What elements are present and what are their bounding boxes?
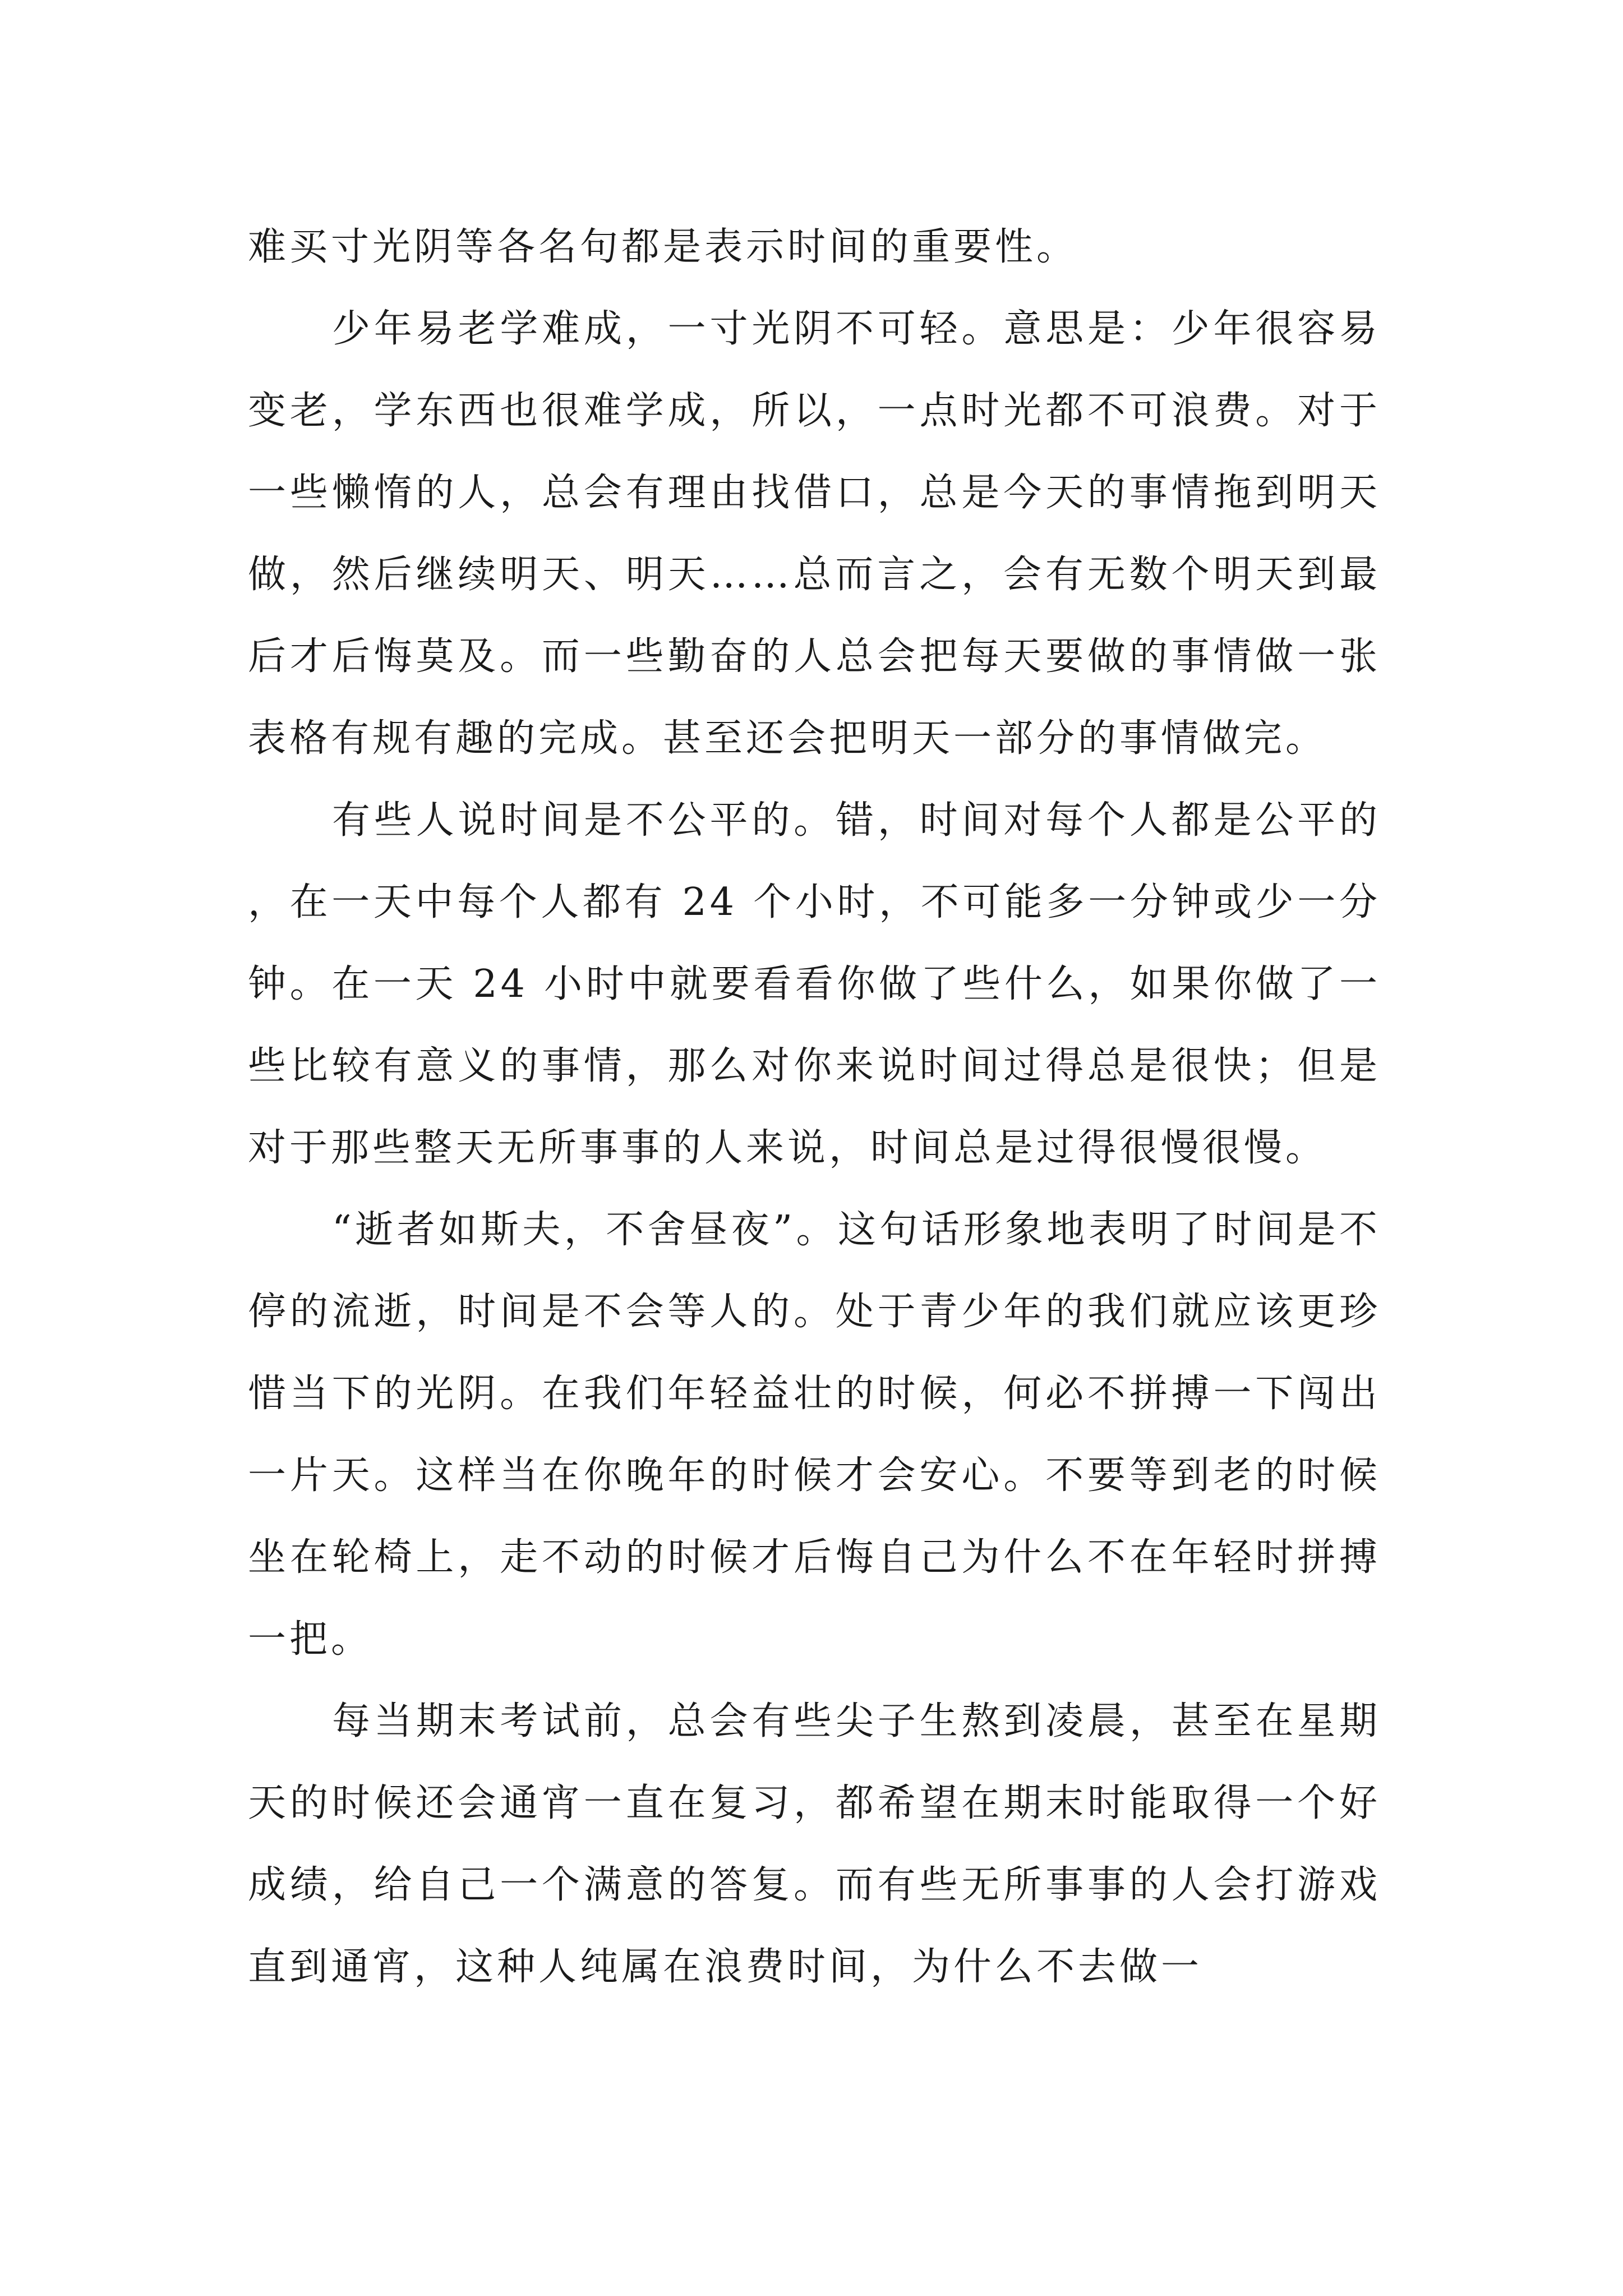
paragraph-continued: 难买寸光阴等各名句都是表示时间的重要性。	[248, 225, 1078, 269]
paragraph-time-flows: “逝者如斯夫，不舍昼夜”。这句话形象地表明了时间是不停的流逝，时间是不会等人的。处于青少年的我们就应该更珍惜当下的光阴。在我们年轻益壮的时候，何必不拼搏一下闯出一片天。这样当在你晚年的时候才会安心。不要等到老的时候坐在轮椅上，走不动的时候才后悔自己为什么不在年轻时拼搏一把。	[248, 1208, 1381, 1662]
paragraph-youth-time: 少年易老学难成，一寸光阴不可轻。意思是：少年很容易变老，学东西也很难学成，所以，一点时光都不可浪费。对于一些懒惰的人，总会有理由找借口，总是今天的事情拖到明天做，然后继续明天、明天……总而言之，会有无数个明天到最后才后悔莫及。而一些勤奋的人总会把每天要做的事情做一张表格有规有趣的完成。甚至还会把明天一部分的事情做完。	[248, 307, 1381, 761]
body-text	[248, 206, 1381, 2008]
paragraph-exam-study: 每当期末考试前，总会有些尖子生熬到凌晨，甚至在星期天的时候还会通宵一直在复习，都希望在期末时能取得一个好成绩，给自己一个满意的答复。而有些无所事事的人会打游戏直到通宵，这种人纯属在浪费时间，为什么不去做一	[248, 1699, 1381, 1989]
paragraph-time-fairness: 有些人说时间是不公平的。错，时间对每个人都是公平的，在一天中每个人都有 24 个小时，不可能多一分钟或少一分钟。在一天 24 小时中就要看看你做了些什么，如果你做了一些比较有意义的事情，那么对你来说时间过得总是很快；但是对于那些整天无所事事的人来说，时间总是过得很慢很慢。	[248, 798, 1381, 1170]
